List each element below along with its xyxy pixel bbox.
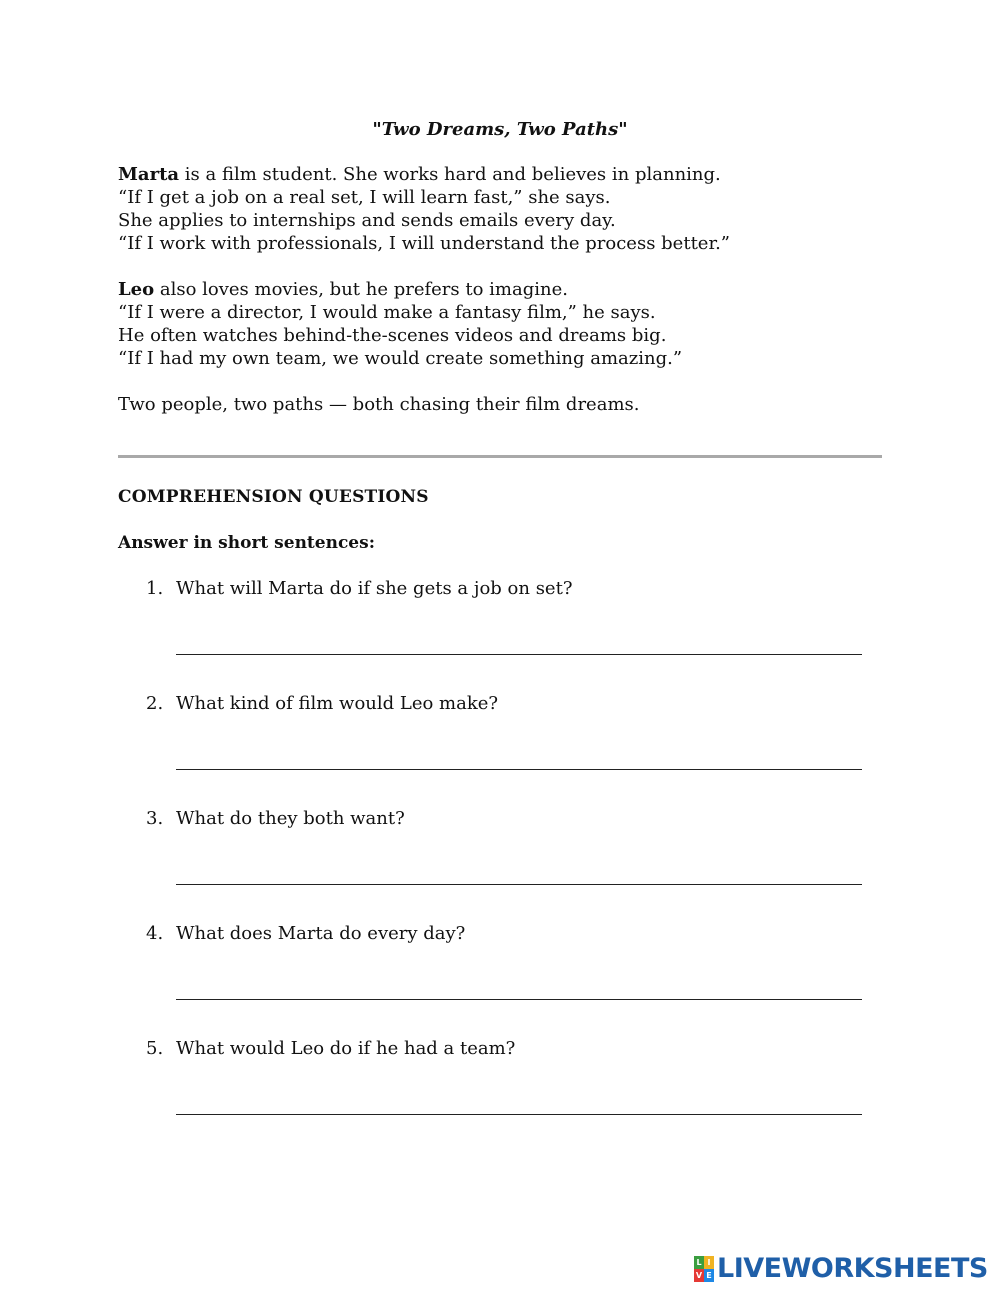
- story-line: “If I get a job on a real set, I will learn fast,” she says.: [118, 187, 611, 208]
- question-4: [146, 922, 866, 946]
- story-text: [118, 163, 898, 416]
- question-number: 1.: [146, 578, 164, 599]
- answer-input-5[interactable]: [176, 1092, 862, 1115]
- question-number: 4.: [146, 923, 164, 944]
- question-text: What does Marta do every day?: [176, 923, 466, 944]
- question-text: What would Leo do if he had a team?: [176, 1038, 516, 1059]
- answer-input-3[interactable]: [176, 862, 862, 885]
- comprehension-heading: COMPREHENSION QUESTIONS: [118, 487, 429, 507]
- story-line-marta-intro: [118, 163, 898, 186]
- answer-input-4[interactable]: [176, 977, 862, 1000]
- answer-input-1[interactable]: [176, 632, 862, 655]
- question-text: What do they both want?: [176, 808, 405, 829]
- paragraph-gap: [118, 370, 898, 393]
- story-line: He often watches behind-the-scenes videos and dreams big.: [118, 325, 667, 346]
- question-5: [146, 1037, 866, 1061]
- answer-input-2[interactable]: [176, 747, 862, 770]
- brand-name: LIVEWORKSHEETS: [717, 1253, 988, 1284]
- story-closing-line: Two people, two paths — both chasing their film dreams.: [118, 394, 640, 415]
- liveworksheets-logo: [694, 1254, 988, 1284]
- question-text: What will Marta do if she gets a job on set?: [176, 578, 573, 599]
- story-text-fragment: also loves movies, but he prefers to imagine.: [154, 279, 568, 300]
- story-line-leo-intro: [118, 278, 898, 301]
- question-number: 5.: [146, 1038, 164, 1059]
- instruction-text: Answer in short sentences:: [118, 533, 375, 553]
- question-2: [146, 692, 866, 716]
- question-number: 3.: [146, 808, 164, 829]
- question-number: 2.: [146, 693, 164, 714]
- story-line: “If I were a director, I would make a fantasy film,” he says.: [118, 302, 656, 323]
- question-1: [146, 577, 866, 601]
- question-text: What kind of film would Leo make?: [176, 693, 499, 714]
- logo-tile: V: [695, 1271, 703, 1280]
- story-text-fragment: is a film student. She works hard and believes in planning.: [179, 164, 721, 185]
- logo-tile: L: [694, 1256, 704, 1269]
- live-tiles-icon: [694, 1256, 714, 1282]
- paragraph-gap: [118, 255, 898, 278]
- worksheet-title: "Two Dreams, Two Paths": [372, 119, 628, 140]
- character-name-marta: Marta: [118, 164, 180, 185]
- story-line: “If I had my own team, we would create something amazing.”: [118, 348, 683, 369]
- logo-tile: E: [704, 1269, 714, 1282]
- logo-tile: I: [704, 1256, 714, 1269]
- character-name-leo: Leo: [118, 279, 155, 300]
- section-divider: [118, 455, 882, 458]
- story-line: She applies to internships and sends emails every day.: [118, 210, 616, 231]
- story-line: “If I work with professionals, I will understand the process better.”: [118, 233, 730, 254]
- question-3: [146, 807, 866, 831]
